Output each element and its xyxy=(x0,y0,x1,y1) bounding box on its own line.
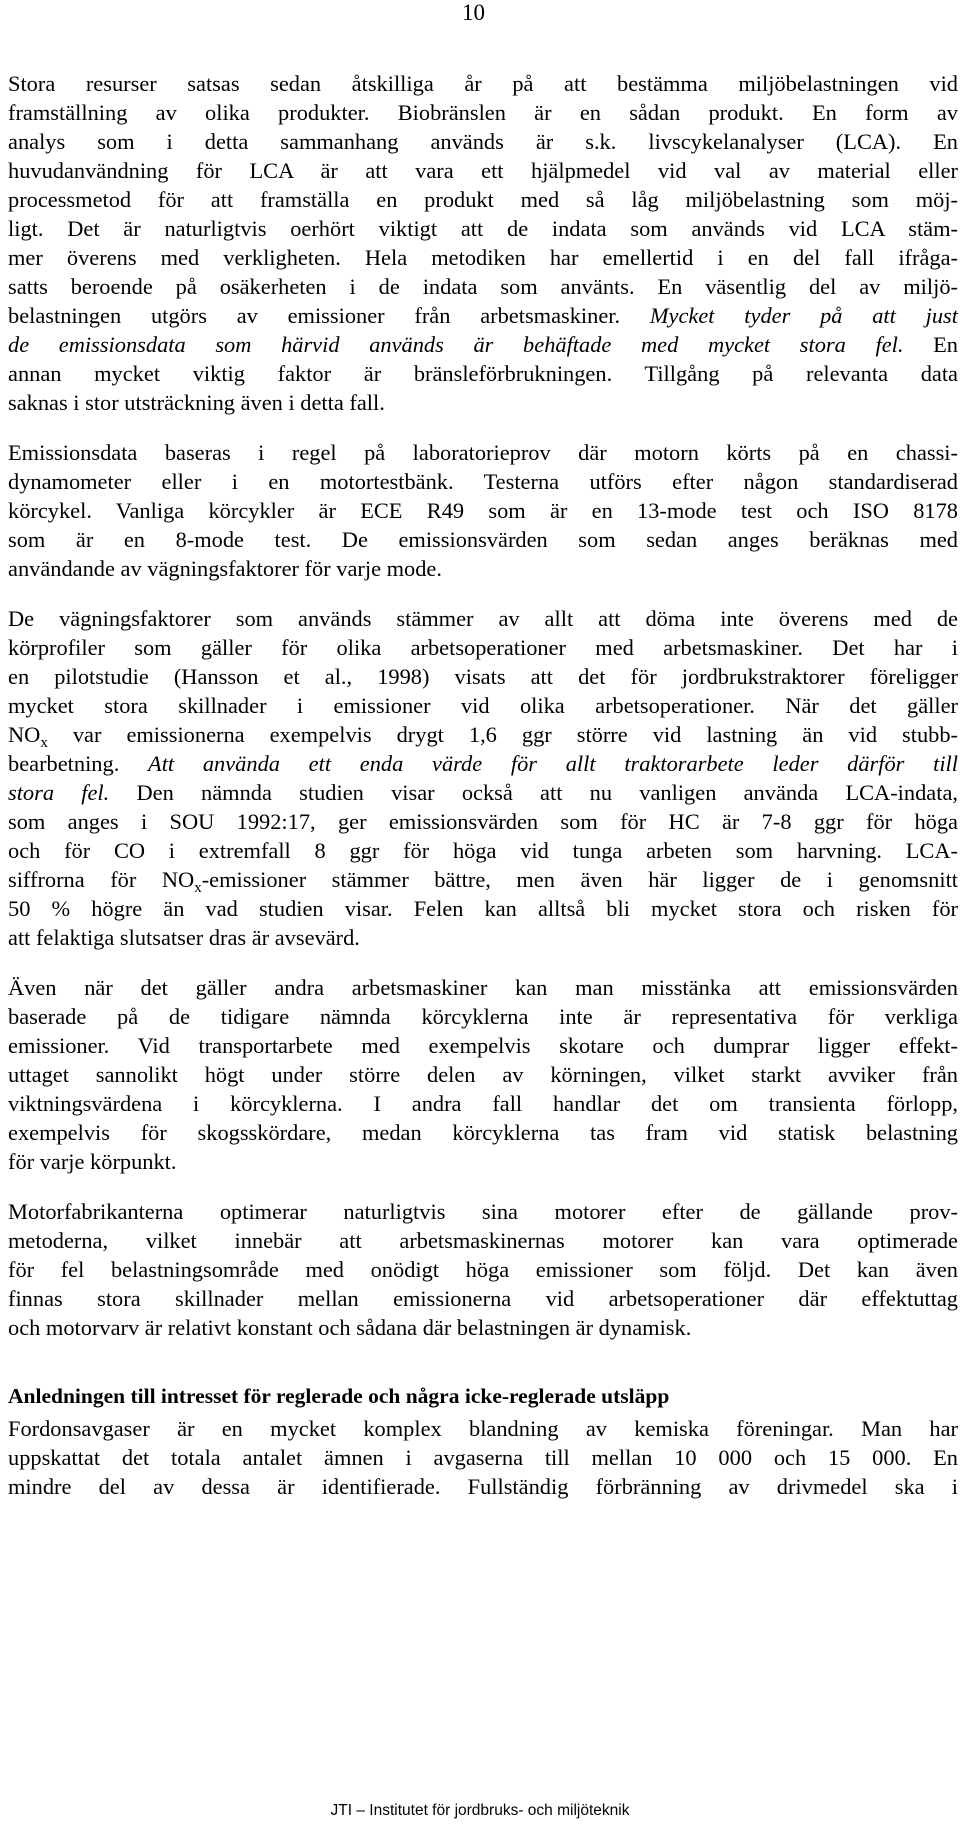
paragraph-4 xyxy=(8,973,958,1176)
text-line: saknas i stor utsträckning även i detta fall. xyxy=(8,390,385,415)
text-line: Emissionsdata baseras i regel på laboratorieprov där motorn körts på en chassi- xyxy=(8,440,958,465)
paragraph-5 xyxy=(8,1197,958,1342)
text-line: Fordonsavgaser är en mycket komplex blandning av kemiska föreningar. Man har xyxy=(8,1416,958,1441)
text-line: uttaget sannolikt högt under större delen av körningen, vilket starkt avviker från xyxy=(8,1062,958,1087)
subscript: x xyxy=(194,880,202,896)
italic-text: de emissionsdata som härvid används är behäftade med mycket stora fel. xyxy=(8,332,904,357)
italic-text: stora fel. xyxy=(8,780,110,805)
text-span: NO xyxy=(8,722,41,747)
text-line: för fel belastningsområde med onödigt höga emissioner som följd. Det kan även xyxy=(8,1257,958,1282)
text-line: mer överens med verkligheten. Hela metodiken har emellertid i en del fall ifråga- xyxy=(8,245,958,270)
text-line: satts beroende på osäkerheten i de indata som använts. En väsentlig del av miljö- xyxy=(8,274,958,299)
section-heading: Anledningen till intresset för reglerade och några icke-reglerade utsläpp xyxy=(8,1384,670,1408)
text-span: var emissionerna exempelvis drygt 1,6 ggr större vid lastning än vid stubb- xyxy=(47,722,958,747)
text-line: exempelvis för skogsskördare, medan körcyklerna tas fram vid statisk belastning xyxy=(8,1120,958,1145)
italic-text: Mycket tyder på att just xyxy=(649,303,958,328)
text-line: körcykel. Vanliga körcykler är ECE R49 som är en 13-mode test och ISO 8178 xyxy=(8,498,958,523)
text-line xyxy=(8,330,958,359)
text-line: baserade på de tidigare nämnda körcyklerna inte är representativa för verkliga xyxy=(8,1004,958,1029)
paragraph-3 xyxy=(8,604,958,952)
italic-text: Att använda ett enda värde för allt traktorarbete leder därför till xyxy=(148,751,958,776)
text-line: viktningsvärdena i körcyklerna. I andra fall handlar det om transienta förlopp, xyxy=(8,1091,958,1116)
text-line: framställning av olika produkter. Biobränslen är en sådan produkt. En form av xyxy=(8,100,958,125)
page-footer: JTI – Institutet för jordbruks- och miljöteknik xyxy=(330,1802,630,1819)
text-span: En xyxy=(903,332,958,357)
paragraph-1 xyxy=(8,69,958,417)
text-line: användande av vägningsfaktorer för varje mode. xyxy=(8,556,442,581)
text-line: dynamometer eller i en motortestbänk. Testerna utförs efter någon standardiserad xyxy=(8,469,958,494)
paragraph-2 xyxy=(8,438,958,583)
text-line: De vägningsfaktorer som används stämmer av allt att döma inte överens med de xyxy=(8,606,958,631)
text-span: belastningen utgörs av emissioner från arbetsmaskiner. xyxy=(8,303,621,328)
text-span: siffrorna för NO xyxy=(8,867,195,892)
text-line: mycket stora skillnader i emissioner vid olika arbetsoperationer. När det gäller xyxy=(8,693,958,718)
text-span: bearbetning. xyxy=(8,751,149,776)
subscript: x xyxy=(40,735,48,751)
text-line: Även när det gäller andra arbetsmaskiner kan man misstänka att emissionsvärden xyxy=(8,975,958,1000)
text-line: analys som i detta sammanhang används är s.k. livscykelanalyser (LCA). En xyxy=(8,129,958,154)
text-line: körprofiler som gäller för olika arbetsoperationer med arbetsmaskiner. Det har i xyxy=(8,635,958,660)
text-line: en pilotstudie (Hansson et al., 1998) visats att det för jordbrukstraktorer föreligger xyxy=(8,664,958,689)
text-line: processmetod för att framställa en produkt med så låg miljöbelastning som möj- xyxy=(8,187,958,212)
text-line xyxy=(8,865,958,894)
text-line: huvudanvändning för LCA är att vara ett hjälpmedel vid val av material eller xyxy=(8,158,958,183)
text-line: metoderna, vilket innebär att arbetsmaskinernas motorer kan vara optimerade xyxy=(8,1228,958,1253)
text-line: Motorfabrikanterna optimerar naturligtvis sina motorer efter de gällande prov- xyxy=(8,1199,958,1224)
text-line: som är en 8-mode test. De emissionsvärden som sedan anges beräknas med xyxy=(8,527,958,552)
text-span: -emissioner stämmer bättre, men även här ligger de i genomsnitt xyxy=(201,867,959,892)
text-line: 50 % högre än vad studien visar. Felen kan alltså bli mycket stora och risken för xyxy=(8,896,958,921)
text-line xyxy=(8,778,958,807)
text-line: för varje körpunkt. xyxy=(8,1149,177,1174)
text-line: annan mycket viktig faktor är bränsleförbrukningen. Tillgång på relevanta data xyxy=(8,361,958,386)
text-line: ligt. Det är naturligtvis oerhört viktigt att de indata som används vid LCA stäm- xyxy=(8,216,958,241)
text-line xyxy=(8,301,958,330)
text-line: och motorvarv är relativt konstant och sådana där belastningen är dynamisk. xyxy=(8,1315,692,1340)
text-line: finnas stora skillnader mellan emissionerna vid arbetsoperationer där effektuttag xyxy=(8,1286,958,1311)
text-line: mindre del av dessa är identifierade. Fullständig förbränning av drivmedel ska i xyxy=(8,1474,958,1499)
text-line xyxy=(8,749,958,778)
page-number: 10 xyxy=(462,0,485,25)
text-line: uppskattat det totala antalet ämnen i avgaserna till mellan 10 000 och 15 000. En xyxy=(8,1445,958,1470)
text-line: som anges i SOU 1992:17, ger emissionsvärden som för HC är 7-8 ggr för höga xyxy=(8,809,958,834)
text-line: emissioner. Vid transportarbete med exempelvis skotare och dumprar ligger effekt- xyxy=(8,1033,958,1058)
text-line: och för CO i extremfall 8 ggr för höga vid tunga arbeten som harvning. LCA- xyxy=(8,838,958,863)
paragraph-6 xyxy=(8,1414,958,1501)
text-span: Den nämnda studien visar också att nu vanligen använda LCA-indata, xyxy=(109,780,958,805)
text-line xyxy=(8,720,958,749)
text-line: att felaktiga slutsatser dras är avsevärd. xyxy=(8,925,360,950)
text-line: Stora resurser satsas sedan åtskilliga år på att bestämma miljöbelastningen vid xyxy=(8,71,958,96)
body-text xyxy=(8,69,958,1501)
